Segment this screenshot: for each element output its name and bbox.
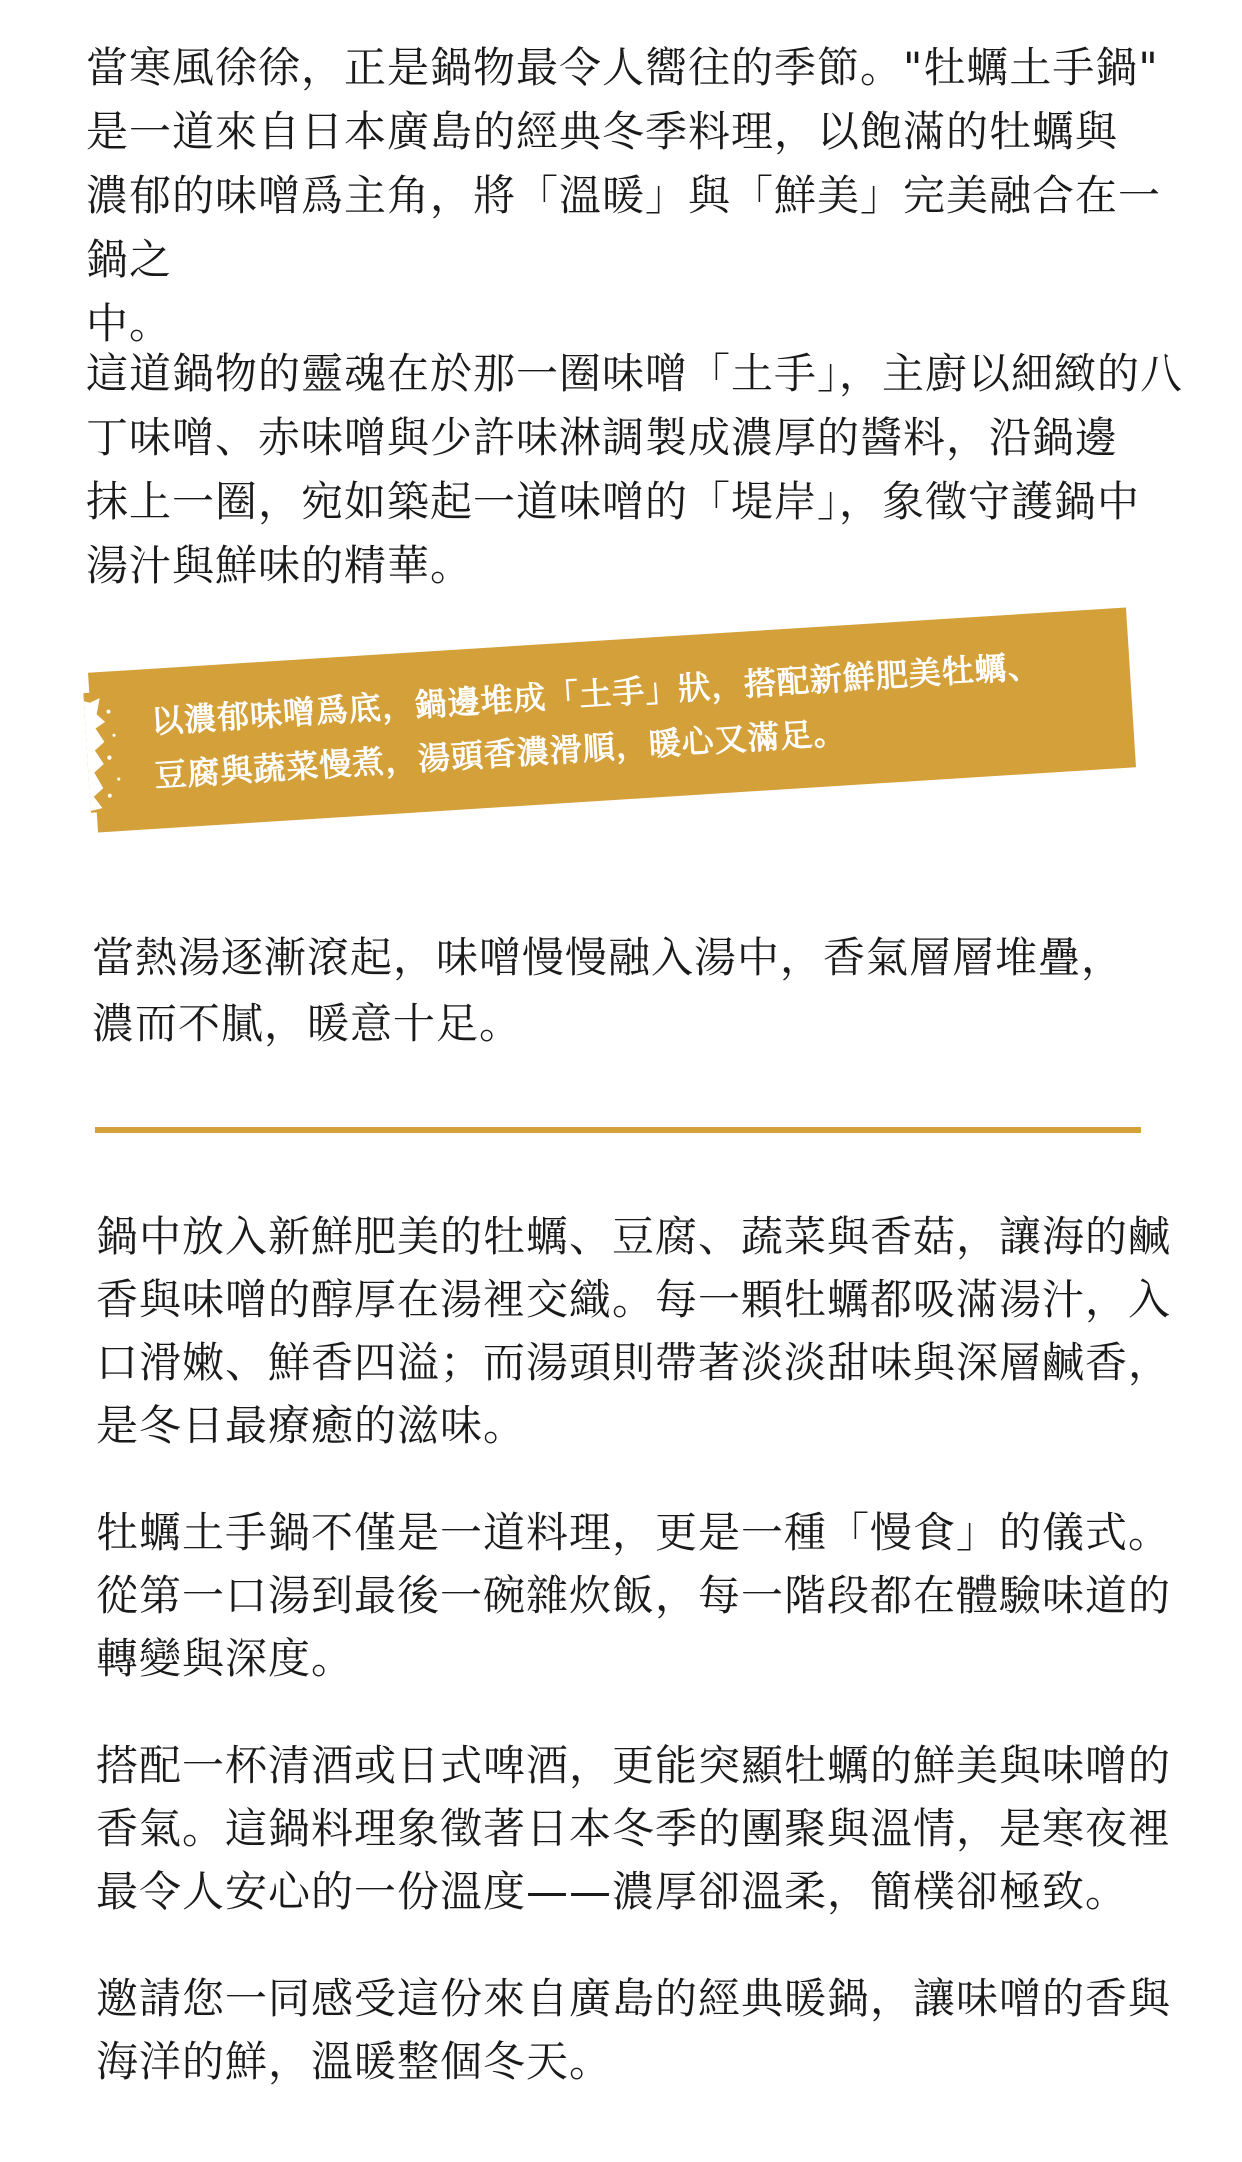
- highlight-banner: [88, 608, 1136, 833]
- body-paragraph-2: 牡蠣土手鍋不僅是一道料理，更是一種「慢食」的儀式。 從第一口湯到最後一碗雜炊飯，每一階段都在體驗味道的 轉變與深度。: [96, 1508, 1172, 1683]
- mid-paragraph: 當熱湯逐漸滾起，味噌慢慢融入湯中，香氣層層堆疊， 濃而不膩，暖意十足。: [92, 933, 1125, 1048]
- body-paragraph-1: 鍋中放入新鮮肥美的牡蠣、豆腐、蔬菜與香菇，讓海的鹹 香與味噌的醇厚在湯裡交織。每一顆牡蠣都吸滿湯汁，入 口滑嫩、鮮香四溢；而湯頭則帶著淡淡甜味與深層鹹香， 是冬日最療癒的滋味。: [96, 1212, 1172, 1450]
- intro-paragraph-2: 這道鍋物的靈魂在於那一圈味噌「土手」，主廚以細緻的八 丁味噌、赤味噌與少許味淋調製成濃厚的醬料，沿鍋邊 抹上一圈，宛如築起一道味噌的「堤岸」，象徵守護鍋中 湯汁與鮮味的精華。: [86, 349, 1184, 590]
- body-paragraph-3: 搭配一杯清酒或日式啤酒，更能突顯牡蠣的鮮美與味噌的 香氣。這鍋料理象徵著日本冬季的團聚與溫情，是寒夜裡 最令人安心的一份溫度——濃厚卻溫柔，簡樸卻極致。: [96, 1741, 1172, 1916]
- intro-paragraph-1: 當寒風徐徐，正是鍋物最令人嚮往的季節。"牡蠣土手鍋" 是一道來自日本廣島的經典冬季料理，以飽滿的牡蠣與 濃郁的味噌爲主角，將「溫暖」與「鮮美」完美融合在一鍋之 中。: [86, 43, 1162, 348]
- body-paragraph-4: 邀請您一同感受這份來自廣島的經典暖鍋，讓味噌的香與 海洋的鮮，溫暖整個冬天。: [96, 1974, 1172, 2086]
- brush-texture-decoration: [83, 689, 150, 813]
- banner-text: 以濃郁味噌爲底，鍋邊堆成「土手」狀，搭配新鮮肥美牡蠣、 豆腐與蔬菜慢煮，湯頭香濃滑順，暖心又滿足。: [150, 647, 1042, 795]
- section-divider: [95, 1127, 1141, 1133]
